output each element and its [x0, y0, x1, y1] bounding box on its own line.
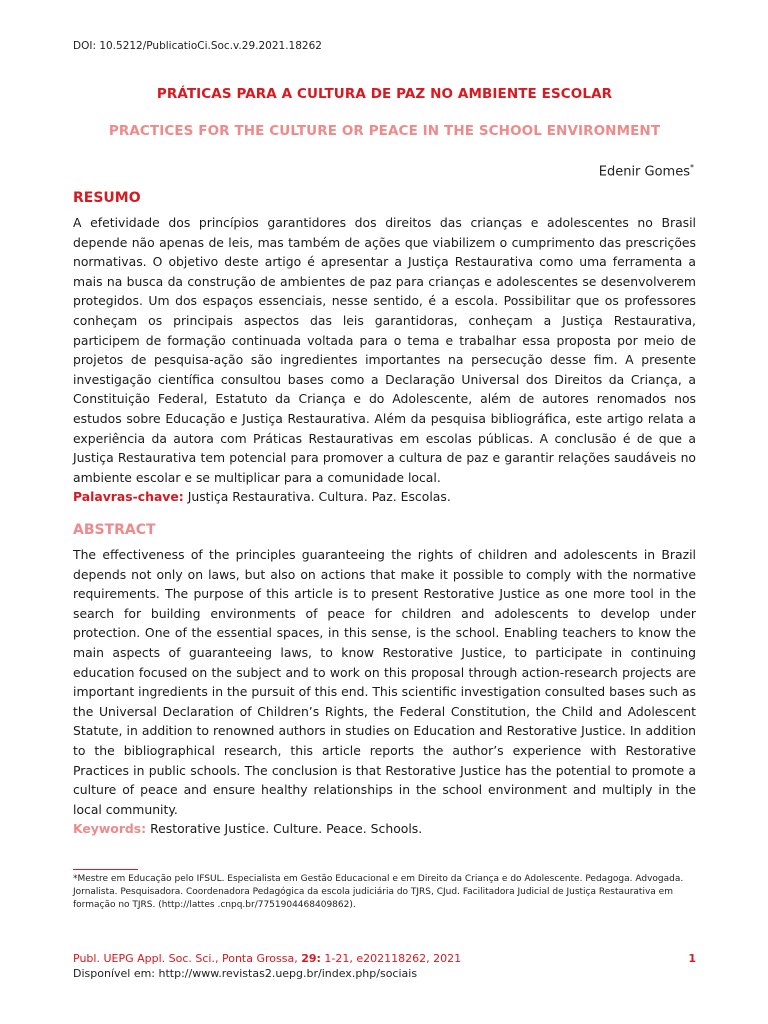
doi-line: DOI: 10.5212/PublicatioCi.Soc.v.29.2021.18262: [73, 40, 322, 52]
page-number: 1: [688, 952, 696, 965]
availability-line[interactable]: Disponível em: http://www.revistas2.uepg.br/index.php/sociais: [73, 967, 418, 980]
resumo-text: A efetividade dos princípios garantidores dos direitos das crianças e adolescentes no Brasil depende não apenas de leis, mas também de ações que viabilizem o cumprimento das prescrições normativas. O objetivo deste artigo é apresentar a Justiça Restaurativa como uma ferramenta a mais na busca da construção de ambientes de paz para crianças e adolescentes se desenvolverem protegidos. Um dos espaços essenciais, nesse sentido, é a escola. Possibilitar que os professores conheçam os principais aspectos das leis garantidoras, conheçam a Justiça Restaurativa, participem de formação continuada voltada para o tema e trabalhar essa proposta por meio de projetos de pesquisa-ação são ingredientes importantes na persecução desse fim. A presente investigação científica consultou bases como a Declaração Universal dos Direitos da Criança, a Constituição Federal, Estatuto da Criança e do Adolescente, além de autores renomados nos estudos sobre Educação e Justiça Restaurativa. Além da pesquisa bibliográfica, este artigo relata a experiência da autora com Práticas Restaurativas em escolas públicas. A conclusão é de que a Justiça Restaurativa tem potencial para promover a cultura de paz e garantir relações saudáveis no ambiente escolar e se multiplicar para a comunidade local.: [73, 215, 696, 485]
keywords-label: Keywords:: [73, 821, 147, 836]
palavras-chave-label: Palavras-chave:: [73, 489, 184, 504]
palavras-chave-values: Justiça Restaurativa. Cultura. Paz. Escolas.: [187, 489, 451, 504]
author-footnote-mark[interactable]: *: [690, 163, 694, 172]
keywords-line: [73, 821, 422, 836]
publication-volume: 29:: [301, 952, 321, 965]
author-name: Edenir Gomes: [598, 164, 690, 180]
publication-suffix: 1-21, e202118262, 2021: [320, 952, 462, 965]
resumo-heading: RESUMO: [73, 190, 141, 206]
title-english: PRACTICES FOR THE CULTURE OR PEACE IN THE SCHOOL ENVIRONMENT: [108, 123, 661, 139]
abstract-text: The effectiveness of the principles guaranteeing the rights of children and adolescents in Brazil depends not only on laws, but also on actions that make it possible to comply with the normative requirements. The purpose of this article is to present Restorative Justice as one more tool in the search for building environments of peace for children and adolescents to develop under protection. One of the essential spaces, in this sense, is the school. Enabling teachers to know the main aspects of guaranteeing laws, to know Restorative Justice, to participate in continuing education focused on the subject and to work on this proposal through action-research projects are important ingredients in the pursuit of this end. This scientific investigation consulted bases such as the Universal Declaration of Children’s Rights, the Federal Constitution, the Child and Adolescent Statute, in addition to renowned authors in studies on Education and Restorative Justice. In addition to the bibliographical research, this article reports the author’s experience with Restorative Practices in public schools. The conclusion is that Restorative Justice has the potential to promote a culture of peace and ensure healthy relationships in the school environment and multiply in the local community.: [73, 547, 696, 817]
palavras-chave-line: [73, 489, 451, 504]
abstract-heading: ABSTRACT: [73, 522, 156, 538]
title-portuguese: PRÁTICAS PARA A CULTURA DE PAZ NO AMBIENTE ESCOLAR: [156, 86, 613, 102]
keywords-values: Restorative Justice. Culture. Peace. Schools.: [150, 821, 423, 836]
author-line: [599, 163, 694, 179]
footnote-divider: [73, 869, 138, 870]
publication-info: [73, 952, 461, 965]
publication-prefix: Publ. UEPG Appl. Soc. Sci., Ponta Grossa,: [73, 952, 302, 965]
author-footnote: *Mestre em Educação pelo IFSUL. Especialista em Gestão Educacional e em Direito da Criança e do Adolescente. Pedagoga. Advogada. Jornalista. Pesquisadora. Coordenadora Pedagógica da escola judiciária do TJRS, CJud. Facilitadora Judicial de Justiça Restaurativa em formação no TJRS. (http://lattes .cnpq.br/7751904468409862).: [73, 874, 684, 910]
